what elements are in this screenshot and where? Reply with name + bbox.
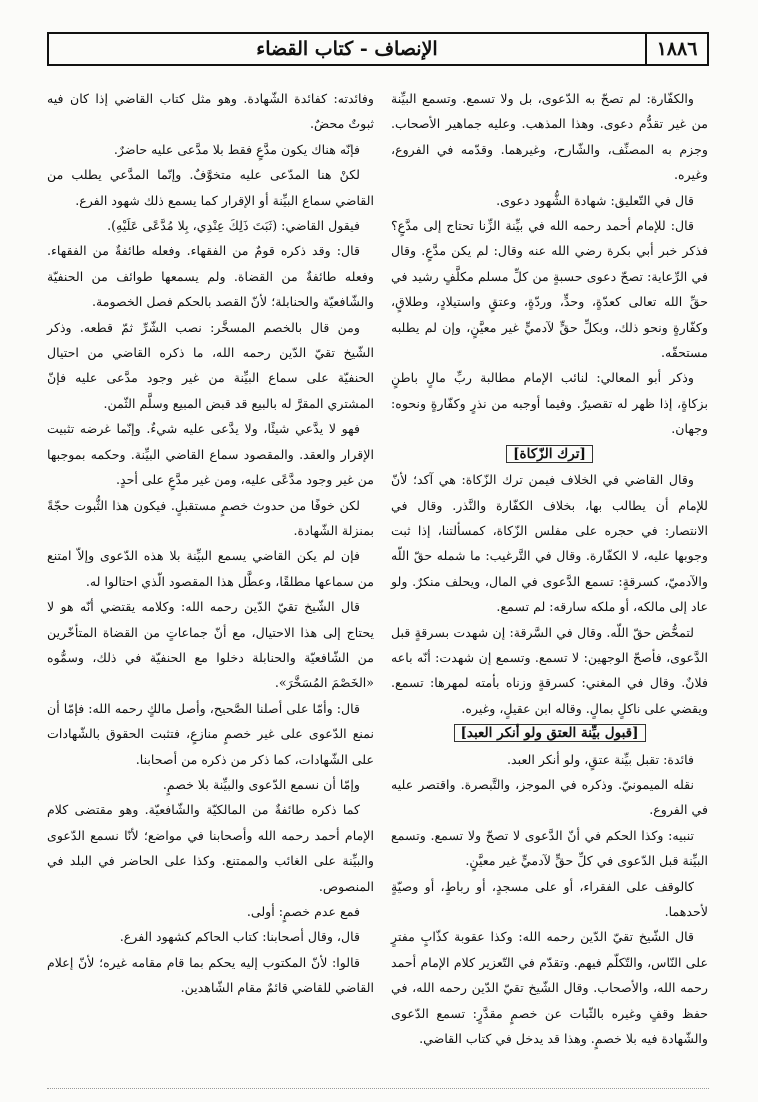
- running-title: الإنصاف - كتاب القضاء: [256, 38, 438, 60]
- paragraph: فإن لم يكن القاضي يسمع البيِّنة بلا هذه الدّعوى وإلاّ امتنع من سماعها مطلقًا، وعطَّل هذا المقصود الّذي احتالوا له.: [47, 548, 374, 589]
- paragraph: قال: وأمّا على أصلنا الصَّحيح، وأصل مالكٍ رحمه الله: فإمّا أن نمنع الدّعوى على غير خصمٍ منازعٍ، فتثبت الحقوق بالشّهادات على الشّهادات، كما ذكر من ذكره من أصحابنا.: [47, 700, 374, 767]
- running-header: [47, 32, 709, 66]
- section-heading: [391, 721, 708, 746]
- paragraph: والكفّارة: لم تصحّ به الدّعوى، بل ولا تسمع. وتسمع البيِّنة من غير تقدُّم دعوى. وهذا المذهب. وعليه جماهير الأصحاب. وجزم به المصنِّف، والشّارح، وغيرهما. وقدّمه في الفروع، وغيره.: [391, 91, 708, 183]
- section-heading-text: [ترك الزّكاة]: [506, 445, 593, 463]
- paragraph: لتمحُّض حقّ اللّه. وقال في السَّرقة: إن شهدت بسرقةٍ قبل الدَّعوى، فأصحّ الوجهين: لا تسمع. وتسمع إن شهدت: أنّه باعه فلانٌ. وقال في المغني: كسرقةٍ وزناه بأمته لمهرها: تسمع. ويقضي على ناكلٍ بمالٍ. وقاله ابن عقيلٍ، وغيره.: [391, 624, 708, 716]
- paragraph: قال، وقال أصحابنا: كتاب الحاكم كشهود الفرع.: [119, 929, 360, 945]
- right-column: [391, 86, 708, 1051]
- page-number: ١٨٨٦: [645, 34, 707, 64]
- paragraph: فمع عدم خصمٍ: أولى.: [246, 904, 360, 919]
- section-heading-text: [قبول بيِّنة العتق ولو أنكر العبد]: [454, 724, 646, 742]
- paragraph: فإنّه هناك يكون مدَّعٍ فقط بلا مدَّعى عليه حاضرٌ.: [113, 141, 360, 157]
- paragraph: قال: للإمام أحمد رحمه الله في بيِّنة الزِّنا تحتاج إلى مدَّعٍ؟ فذكر خبر أبي بكرة رضي الله عنه وقال: لم يكن مدَّعٍ. وقال في الرِّعاية: تصحّ دعوى حسبةٍ من كلِّ مسلم مكلَّفٍ رشيد في حقِّ الله تعالى كعدّةٍ، وحدٍّ، وردّةٍ، وعتقٍ واستيلادٍ، وطلاقٍ، وكفّارةٍ ونحو ذلك، وبكلِّ حقٍّ لآدميٍّ غير معيَّنٍ، وإن لم يطلبه مستحقّه.: [391, 218, 708, 361]
- paragraph: لكن خوفًا من حدوث خصمٍ مستقبلٍ. فيكون هذا الثُّبوت حجّةً بمنزلة الشّهادة.: [47, 497, 374, 538]
- paragraph: وفائدته: كفائدة الشّهادة. وهو مثل كتاب القاضي إذا كان فيه ثبوتٌ محضٌ.: [47, 91, 374, 132]
- paragraph: كما ذكره طائفةٌ من المالكيّة والشّافعيّة. وهو مقتضى كلام الإمام أحمد رحمه الله وأصحابنا في مواضع؛ لأنّا نسمع الدّعوى والبيِّنة على الغائب والممتنع. وكذا على الحاضر في البلد في المنصوص.: [47, 802, 374, 894]
- paragraph: فيقول القاضي: (ثَبَتَ ذَلِكَ عِنْدِي، بِلا مُدَّعًى عَلَيْهِ).: [107, 218, 360, 234]
- paragraph: ومن قال بالخصم المسخَّر: نصب الشّرِّ ثمّ قطعه. وذكر الشّيخ تقيّ الدّين رحمه الله، ما ذكره القاضي من احتيال الحنفيّة على سماع البيِّنة من غير وجود مدَّعى عليه فإنّ المشتري المقرَّ له بالبيع قد قبض المبيع وسلَّم الثّمن.: [47, 319, 374, 411]
- paragraph: قال الشّيخ تقيّ الدّين رحمه الله: وكلامه يقتضي أنّه هو لا يحتاج إلى هذا الاحتيال، مع أنّ جماعاتٍ من القضاة المتأخّرين من الشّافعيّة والحنابلة دخلوا مع الحنفيّة في ذلك، وسمُّوه «الخَصْمَ المُسَخَّرَ».: [47, 599, 374, 691]
- paragraph: وإمّا أن نسمع الدّعوى والبيِّنة بلا خصمٍ.: [162, 776, 360, 792]
- paragraph: فهو لا يدَّعي شيئًا، ولا يدَّعى عليه شيءٌ. وإنّما غرضه تثبيت الإقرار والعقد. والمقصود سماع القاضي البيِّنة. وحكمه بموجبها من غير وجود مدَّعًى عليه، ومن غير مدَّعٍ على أحدٍ.: [47, 421, 374, 488]
- paragraph: قالوا: لأنّ المكتوب إليه يحكم بما قام مقامه غيره؛ لأنّ إعلام القاضي للقاضي قائمٌ مقام الشّاهدين.: [47, 954, 374, 996]
- paragraph: نقله الميمونيّ. وذكره في الموجز، والتَّبصرة. واقتصر عليه في الفروع.: [391, 776, 708, 818]
- paragraph: فائدة: تقبل بيِّنة عتقٍ، ولو أنكر العبد.: [507, 751, 694, 767]
- paragraph: وقال القاضي في الخلاف فيمن ترك الزّكاة: هي آكد؛ لأنّ للإمام أن يطالب بها، بخلاف الكفّارة والنَّذر. وقال في الانتصار: في حجره على مفلس الزّكاة، كمسألتنا، إذا ثبت وجوبها عليه، لا الكفّارة. وقال في التَّرغيب: ما شمله حقّ اللّه والآدميّ، كسرقةٍ: تسمع الدَّعوى في المال، ويحلف منكرٌ. ولو عاد إلى مالكه، أو ملكه سارقه: لم تسمع.: [391, 472, 708, 615]
- bottom-rule: [47, 1088, 709, 1090]
- paragraph: وذكر أبو المعالي: لنائب الإمام مطالبة ربِّ مالٍ باطنٍ بزكاةٍ، إذا ظهر له تقصيرٌ. وفيما أوجبه من نذرٍ وكفّارةٍ ونحوه: وجهان.: [391, 370, 708, 437]
- paragraph: قال الشّيخ تقيّ الدّين رحمه الله: وكذا عقوبة كذّابٍ مفترٍ على النّاس، والتّكلّم فيهم. وتقدّم في التّعزير كلام الإمام أحمد رحمه الله، والأصحاب. وقال الشّيخ تقيّ الدّين رحمه الله، في حفظ وقفٍ وغيره بالثّبات عن خصمٍ مقدَّرٍ: تسمع الدّعوى والشّهادة فيه بلا خصمٍ. وهذا قد يدخل في كتاب القاضي.: [391, 929, 708, 1047]
- section-heading: [391, 442, 708, 467]
- paragraph: كالوقف على الفقراء، أو على مسجدٍ، أو رباطٍ، أو وصيّةٍ لأحدهما.: [391, 878, 708, 919]
- left-column: [47, 86, 374, 1001]
- paragraph: تنبيه: وكذا الحكم في أنّ الدَّعوى لا تصحّ ولا تسمع. وتسمع البيِّنة قبل الدّعوى في كلِّ حقٍّ لآدميٍّ غير معيَّنٍ.: [391, 827, 708, 869]
- paragraph: لكنْ هنا المدّعى عليه متخوَّفٌ. وإنّما المدَّعي يطلب من القاضي سماع البيِّنة أو الإقرار كما يسمع ذلك شهود الفرع.: [47, 167, 374, 208]
- paragraph: قال في التّعليق: شهادة الشُّهود دعوى.: [496, 192, 694, 208]
- paragraph: قال: وقد ذكره قومٌ من الفقهاء. وفعله طائفةٌ من الفقهاء. وفعله طائفةٌ من القضاة. ولم يسمعها طوائف من الحنفيّة والشّافعيّة والحنابلة؛ لأنّ القصد بالحكم فصل الخصومة.: [47, 243, 374, 310]
